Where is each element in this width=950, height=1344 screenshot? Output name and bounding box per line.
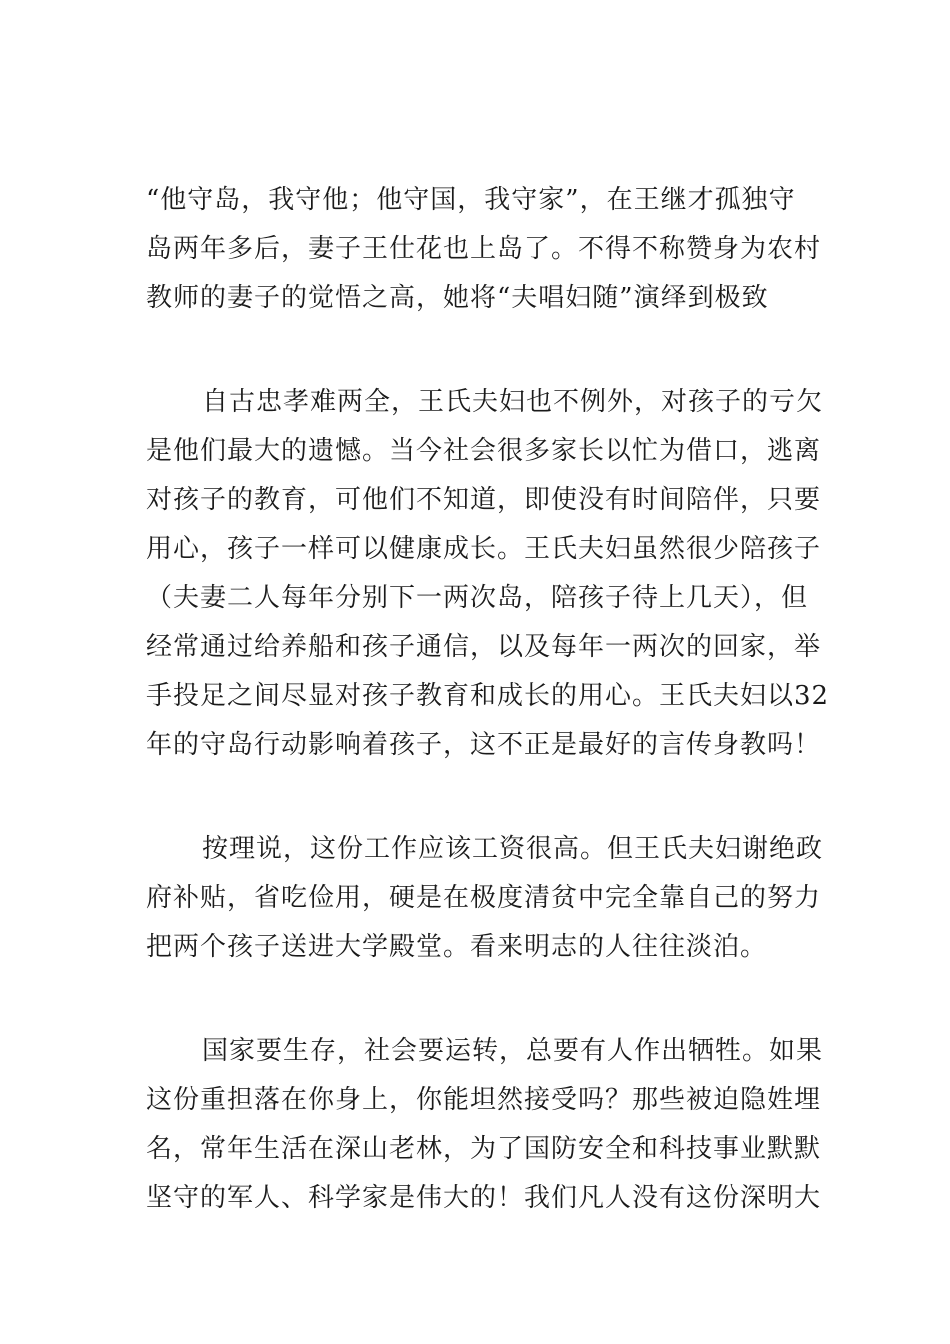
paragraph-line: 年的守岛行动影响着孩子，这不正是最好的言传身教吗！ bbox=[146, 730, 822, 760]
paragraph-line: 对孩子的教育，可他们不知道，即使没有时间陪伴，只要 bbox=[146, 485, 822, 515]
paragraph-line: 用心，孩子一样可以健康成长。王氏夫妇虽然很少陪孩子 bbox=[146, 534, 822, 564]
document-body bbox=[146, 176, 830, 1223]
paragraph-line: （夫妻二人每年分别下一两次岛，陪孩子待上几天），但 bbox=[146, 583, 809, 613]
paragraph-gap bbox=[146, 323, 806, 378]
paragraph-3 bbox=[146, 825, 824, 972]
paragraph-line: 岛两年多后，妻子王仕花也上岛了。不得不称赞身为农村 bbox=[146, 234, 822, 264]
paragraph-line: 教师的妻子的觉悟之高，她将“夫唱妇随”演绎到极致 bbox=[146, 283, 769, 313]
paragraph-line: 按理说，这份工作应该工资很高。但王氏夫妇谢绝政 bbox=[202, 834, 824, 864]
paragraph-2 bbox=[146, 378, 830, 770]
paragraph-1 bbox=[146, 176, 822, 323]
paragraph-line: 手投足之间尽显对孩子教育和成长的用心。王氏夫妇以32 bbox=[146, 681, 830, 711]
paragraph-line: 坚守的军人、科学家是伟大的！我们凡人没有这份深明大 bbox=[146, 1183, 822, 1213]
paragraph-gap bbox=[146, 972, 806, 1027]
paragraph-line: 这份重担落在你身上，你能坦然接受吗？那些被迫隐姓埋 bbox=[146, 1085, 822, 1115]
paragraph-line: 把两个孩子送进大学殿堂。看来明志的人往往淡泊。 bbox=[146, 932, 768, 962]
paragraph-line: “他守岛，我守他；他守国，我守家”，在王继才孤独守 bbox=[146, 185, 796, 215]
paragraph-4 bbox=[146, 1027, 824, 1223]
paragraph-line: 府补贴，省吃俭用，硬是在极度清贫中完全靠自己的努力 bbox=[146, 883, 822, 913]
paragraph-line: 经常通过给养船和孩子通信，以及每年一两次的回家，举 bbox=[146, 632, 822, 662]
paragraph-line: 自古忠孝难两全，王氏夫妇也不例外，对孩子的亏欠 bbox=[202, 387, 824, 417]
paragraph-line: 是他们最大的遗憾。当今社会很多家长以忙为借口，逃离 bbox=[146, 436, 822, 466]
paragraph-line: 国家要生存，社会要运转，总要有人作出牺牲。如果 bbox=[202, 1036, 824, 1066]
paragraph-gap bbox=[146, 770, 806, 825]
paragraph-line: 名，常年生活在深山老林，为了国防安全和科技事业默默 bbox=[146, 1134, 822, 1164]
